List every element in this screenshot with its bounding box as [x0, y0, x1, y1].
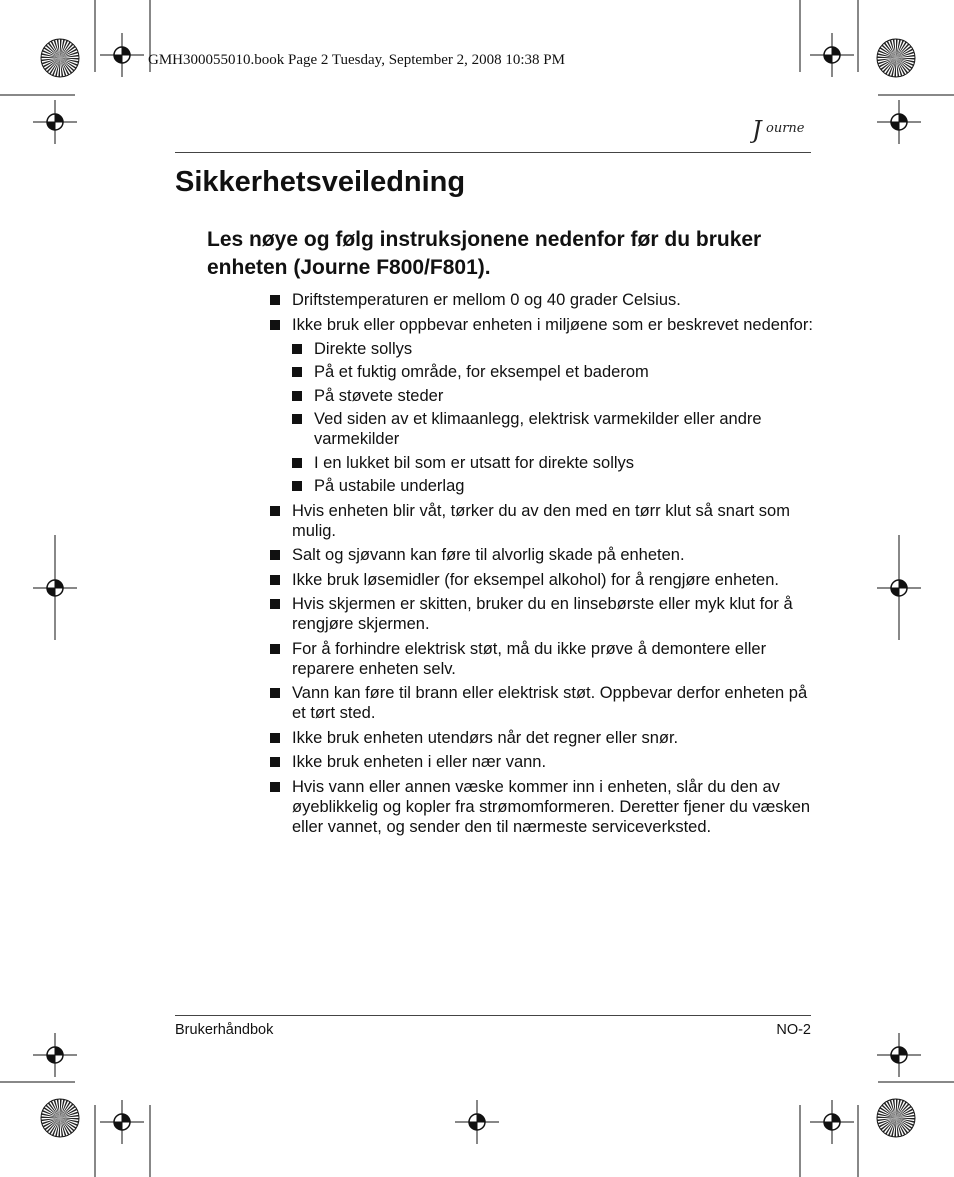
list-item-text: Ikke bruk enheten i eller nær vann.: [292, 753, 547, 771]
sub-list-item-text: På ustabile underlag: [314, 477, 465, 495]
square-bullet-icon: [270, 320, 280, 330]
square-bullet-icon: [270, 688, 280, 698]
square-bullet-icon: [270, 782, 280, 792]
square-bullet-icon: [270, 644, 280, 654]
square-bullet-icon: [270, 575, 280, 585]
list-item-text: Hvis skjermen er skitten, bruker du en linsebørste eller myk klut for å rengjøre skjermen.: [292, 595, 793, 633]
footer-manual-name: Brukerhåndbok: [175, 1022, 274, 1038]
square-bullet-icon: [292, 458, 302, 468]
registration-target-icon: [33, 1033, 77, 1077]
footer-page-number: NO-2: [776, 1022, 811, 1038]
color-starburst-icon: [41, 39, 79, 77]
square-bullet-icon: [292, 367, 302, 377]
sub-list-item: [292, 362, 815, 382]
sub-list-item: [292, 386, 815, 406]
registration-target-icon: [877, 100, 921, 144]
page-title: Sikkerhetsveiledning: [175, 166, 466, 198]
color-starburst-icon: [877, 1099, 915, 1137]
square-bullet-icon: [270, 506, 280, 516]
list-item-text: Hvis vann eller annen væske kommer inn i enheten, slår du den av øyeblikkelig og kopler fra strømomformeren. Deretter fjener du væsken eller vannet, og sender den til nærmeste serviceverksted.: [292, 777, 811, 836]
square-bullet-icon: [292, 391, 302, 401]
list-item: [270, 728, 815, 748]
sub-list-item-text: Direkte sollys: [314, 339, 413, 358]
list-item-text: Ikke bruk enheten utendørs når det regner eller snør.: [292, 728, 679, 747]
list-item-text: For å forhindre elektrisk støt, må du ikke prøve å demontere eller reparere enheten selv.: [292, 639, 767, 678]
sub-list-item-text: I en lukket bil som er utsatt for direkte sollys: [314, 453, 635, 472]
square-bullet-icon: [270, 295, 280, 305]
square-bullet-icon: [292, 344, 302, 354]
instruction-list: [270, 290, 815, 841]
registration-target-icon: [33, 566, 77, 610]
list-item: [270, 777, 815, 837]
list-item-text: Driftstemperaturen er mellom 0 og 40 grader Celsius.: [292, 291, 681, 309]
registration-target-icon: [100, 33, 144, 77]
square-bullet-icon: [270, 599, 280, 609]
print-header: GMH300055010.book Page 2 Tuesday, September 2, 2008 10:38 PM: [148, 52, 565, 68]
list-item-text: Ikke bruk løsemidler (for eksempel alkohol) for å rengjøre enheten.: [292, 570, 779, 589]
square-bullet-icon: [270, 757, 280, 767]
list-item: [270, 545, 815, 565]
registration-target-icon: [877, 566, 921, 610]
sub-list-item-text: På et fuktig område, for eksempel et baderom: [314, 363, 649, 381]
sub-list-item-text: På støvete steder: [314, 386, 444, 405]
footer-rule: [175, 1015, 811, 1016]
list-item: [270, 639, 815, 679]
registration-target-icon: [33, 100, 77, 144]
list-item: [270, 315, 815, 497]
sub-list: [292, 339, 815, 497]
square-bullet-icon: [292, 481, 302, 491]
registration-target-icon: [877, 1033, 921, 1077]
list-item: [270, 501, 815, 541]
color-starburst-icon: [877, 39, 915, 77]
list-item-text: Salt og sjøvann kan føre til alvorlig skade på enheten.: [292, 546, 685, 564]
header-rule: [175, 152, 811, 153]
registration-target-icon: [100, 1100, 144, 1144]
square-bullet-icon: [292, 414, 302, 424]
registration-target-icon: [810, 1100, 854, 1144]
svg-text:J: J: [752, 116, 762, 144]
sub-list-item: [292, 339, 815, 359]
list-item: [270, 570, 815, 590]
color-starburst-icon: [41, 1099, 79, 1137]
svg-text:ourne: ourne: [766, 121, 805, 136]
sub-list-item: [292, 409, 815, 449]
sub-list-item-text: Ved siden av et klimaanlegg, elektrisk varmekilder eller andre varmekilder: [314, 410, 762, 448]
section-heading: Les nøye og følg instruksjonene nedenfor før du bruker enheten (Journe F800/F801).: [207, 228, 762, 279]
list-item: [270, 752, 815, 772]
sub-list-item: [292, 476, 815, 496]
list-item: [270, 594, 815, 634]
square-bullet-icon: [270, 550, 280, 560]
list-item-text: Hvis enheten blir våt, tørker du av den med en tørr klut så snart som mulig.: [292, 501, 790, 540]
registration-target-icon: [810, 33, 854, 77]
list-item-text: Vann kan føre til brann eller elektrisk støt. Oppbevar derfor enheten på et tørt sted.: [292, 684, 808, 722]
registration-target-icon: [455, 1100, 499, 1144]
journe-logo: [750, 108, 812, 154]
list-item: [270, 683, 815, 723]
sub-list-item: [292, 453, 815, 473]
square-bullet-icon: [270, 733, 280, 743]
list-item: [270, 290, 815, 310]
list-item-text: Ikke bruk eller oppbevar enheten i miljøene som er beskrevet nedenfor:: [292, 315, 813, 334]
